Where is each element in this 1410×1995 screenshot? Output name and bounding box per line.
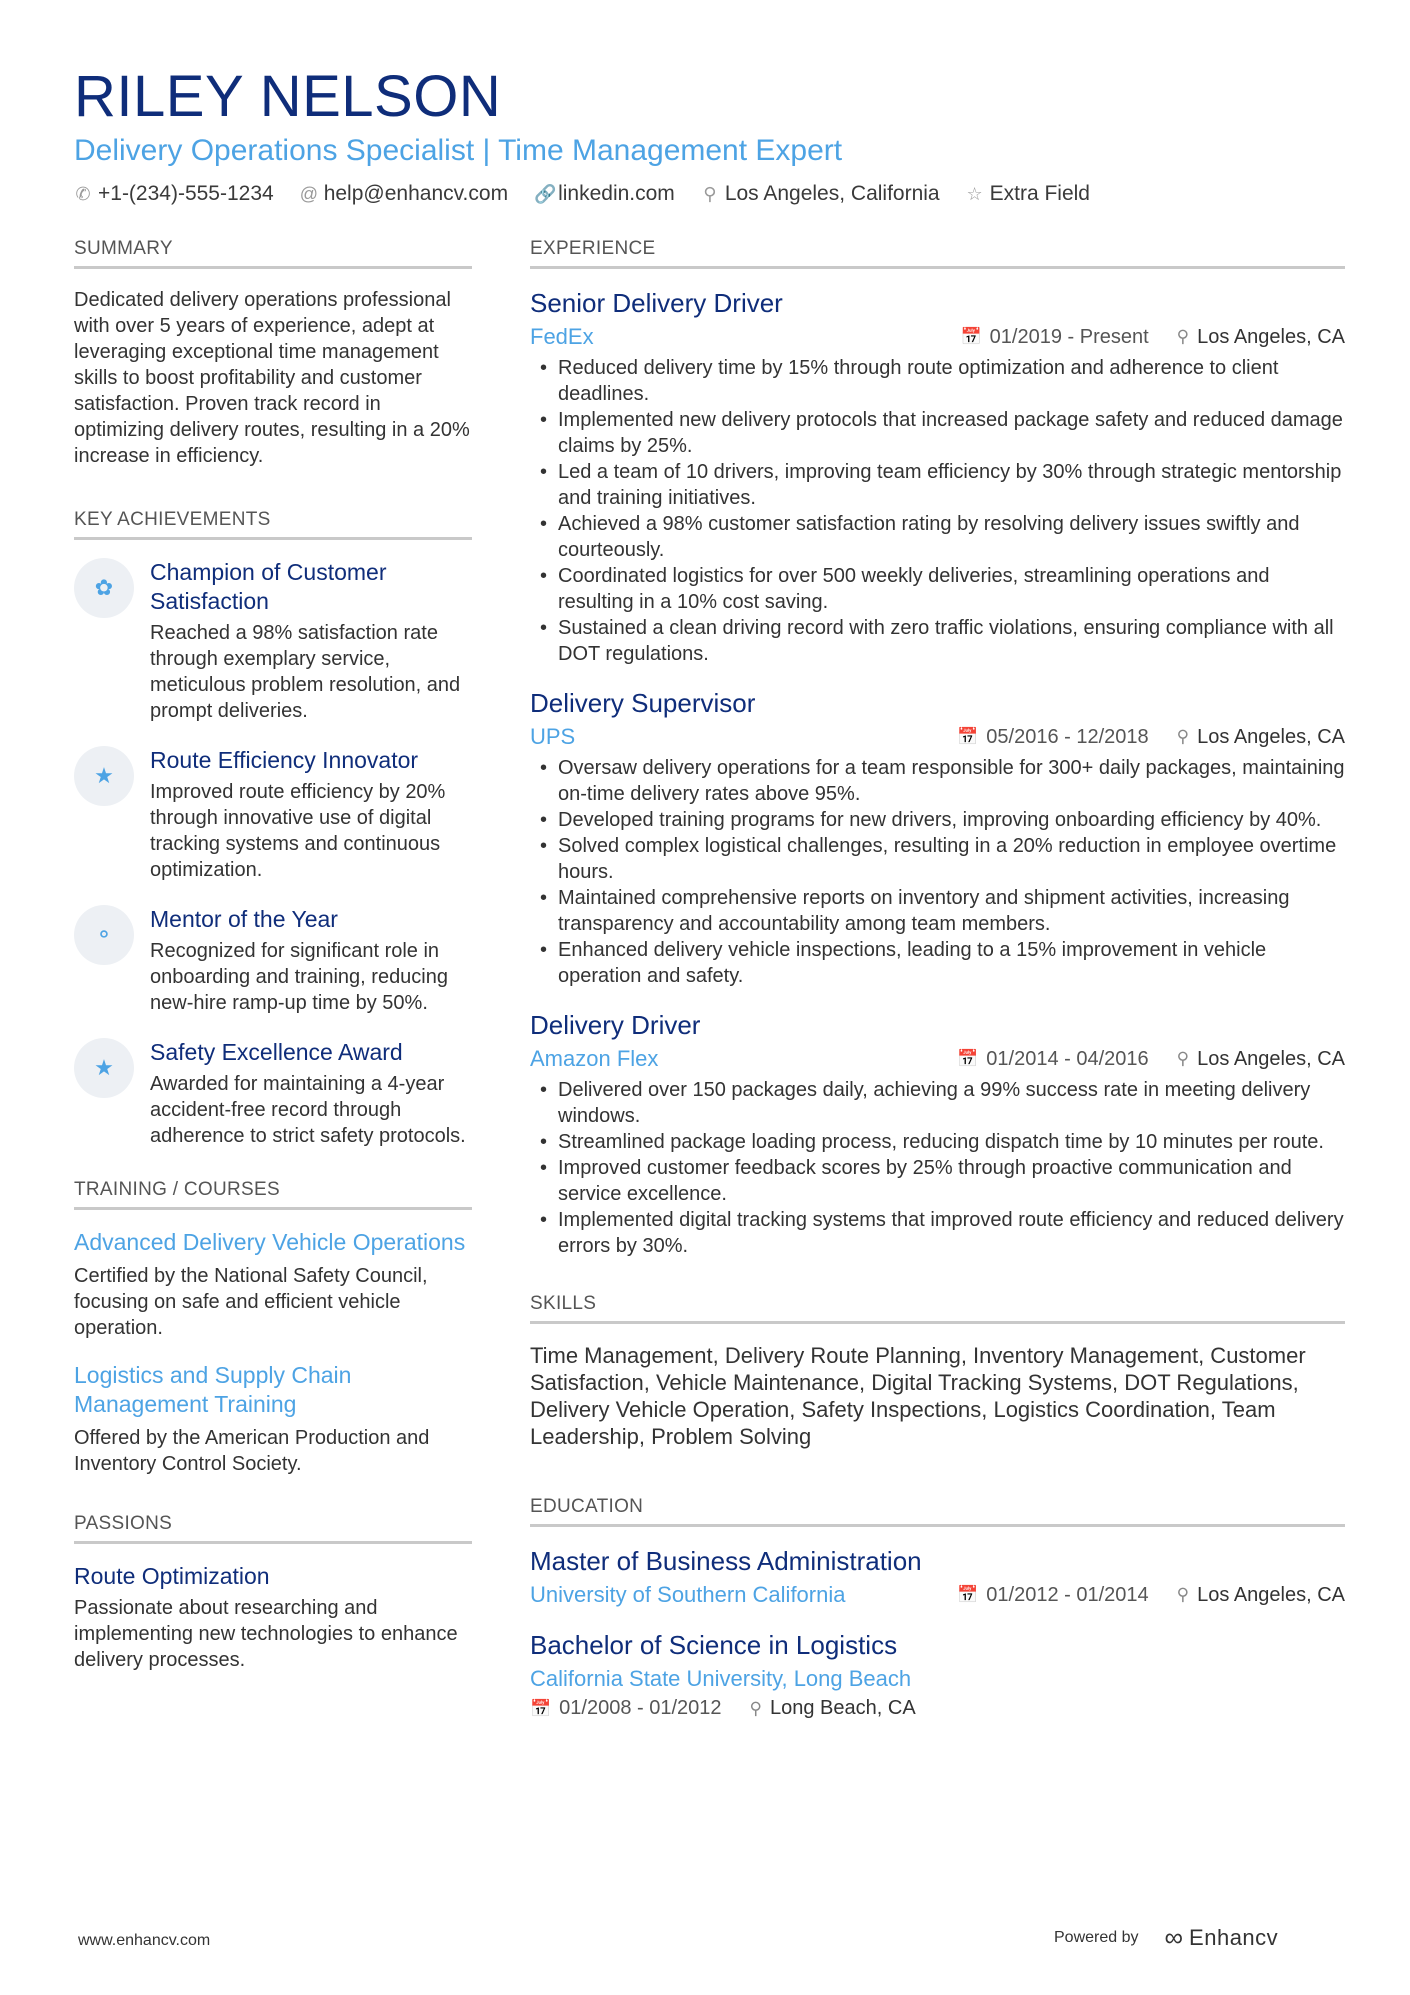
list-item: • Implemented new delivery protocols that increased package safety and reduced damage claims by 25%.	[530, 407, 1345, 459]
company-name: UPS	[530, 724, 576, 749]
summary-text: Dedicated delivery operations professional with over 5 years of experience, adept at leveraging exceptional time management skills to boost profitability and customer satisfaction. Proven track record in optimizing delivery routes, resulting in a 20% increase in efficiency.	[74, 289, 470, 467]
edu-dates-text: 01/2012 - 01/2014	[986, 1583, 1149, 1606]
course-item	[74, 1228, 472, 1341]
edu-location	[750, 1697, 916, 1720]
edu-dates-text: 01/2008 - 01/2012	[559, 1697, 722, 1719]
achievement-title: Safety Excellence Award	[150, 1039, 403, 1065]
summary-section	[74, 238, 472, 469]
school-name: California State University, Long Beach	[530, 1666, 912, 1691]
contact-extra	[966, 182, 1090, 206]
job-bullets	[530, 755, 1345, 989]
list-item: • Reduced delivery time by 15% through route optimization and adherence to client deadlines.	[530, 355, 1345, 407]
job-location	[1177, 1048, 1345, 1071]
contact-location-text: Los Angeles, California	[724, 182, 940, 205]
achievement-desc: Improved route efficiency by 20% through innovative use of digital tracking systems and continuous optimization.	[150, 781, 446, 881]
location-icon: ⚲	[1176, 727, 1190, 746]
section-heading: SKILLS	[530, 1293, 1345, 1324]
company-name: FedEx	[530, 324, 594, 349]
star-icon: ★	[74, 1038, 134, 1098]
job-dates-text: 01/2014 - 04/2016	[986, 1047, 1149, 1070]
training-section	[74, 1179, 472, 1477]
school-name: University of Southern California	[530, 1582, 846, 1607]
calendar-icon: 📅	[960, 327, 982, 346]
section-heading: EXPERIENCE	[530, 238, 1345, 269]
section-heading: KEY ACHIEVEMENTS	[74, 509, 472, 540]
calendar-icon: 📅	[957, 1585, 979, 1604]
resume-header	[74, 64, 1344, 206]
education-section	[530, 1496, 1345, 1720]
job-location-text: Los Angeles, CA	[1197, 325, 1345, 348]
job-dates	[957, 726, 1149, 749]
education-entry	[530, 1629, 1345, 1720]
education-entry	[530, 1545, 1345, 1609]
contact-phone-text: +1-(234)-555-1234	[98, 182, 274, 205]
passion-title: Route Optimization	[74, 1563, 270, 1589]
contact-email[interactable]	[300, 182, 508, 206]
right-column	[530, 238, 1345, 1740]
left-column	[74, 238, 472, 1673]
enhancv-logo-icon: ∞	[1164, 1922, 1182, 1952]
achievement-desc: Awarded for maintaining a 4-year accident-free record through adherence to strict safety protocols.	[150, 1073, 466, 1147]
list-item: • Oversaw delivery operations for a team responsible for 300+ daily packages, maintaining on-time delivery rates above 95%.	[530, 755, 1345, 807]
job-title: Delivery Supervisor	[530, 688, 756, 718]
list-item: • Enhanced delivery vehicle inspections, leading to a 15% improvement in vehicle operation and safety.	[530, 937, 1345, 989]
location-icon: ⚲	[1176, 1049, 1190, 1068]
course-item	[74, 1361, 472, 1477]
job-dates	[957, 1048, 1149, 1071]
contact-bar	[74, 182, 1344, 206]
section-heading: TRAINING / COURSES	[74, 1179, 472, 1210]
edu-dates	[530, 1697, 722, 1720]
location-icon: ⚲	[1176, 327, 1190, 346]
achievement-item	[74, 558, 472, 724]
location-icon: ⚲	[749, 1698, 762, 1718]
list-item: • Maintained comprehensive reports on inventory and shipment activities, increasing transparency and accountability among team members.	[530, 885, 1345, 937]
job-entry	[530, 287, 1345, 667]
star-icon: ☆	[966, 183, 983, 204]
achievement-item	[74, 746, 472, 883]
powered-by-label: Powered by	[1054, 1928, 1139, 1946]
lightbulb-icon: ⚬	[74, 905, 134, 965]
job-dates-text: 05/2016 - 12/2018	[986, 725, 1149, 748]
skills-section	[530, 1293, 1345, 1450]
edu-location	[1177, 1584, 1345, 1607]
job-bullets	[530, 355, 1345, 667]
job-title: Senior Delivery Driver	[530, 288, 783, 318]
achievement-desc: Reached a 98% satisfaction rate through exemplary service, meticulous problem resolution, and prompt deliveries.	[150, 622, 461, 722]
job-location	[1177, 726, 1345, 749]
section-heading: PASSIONS	[74, 1513, 472, 1544]
calendar-icon: 📅	[957, 1049, 979, 1068]
job-location-text: Los Angeles, CA	[1197, 725, 1345, 748]
achievement-item	[74, 905, 472, 1016]
contact-phone[interactable]	[74, 182, 274, 206]
course-title: Logistics and Supply Chain Management Training	[74, 1362, 352, 1417]
calendar-icon: 📅	[530, 1698, 552, 1718]
footer-branding	[1054, 1922, 1278, 1953]
location-icon: ⚲	[703, 183, 717, 204]
section-heading: SUMMARY	[74, 238, 472, 269]
star-icon: ★	[74, 746, 134, 806]
calendar-icon: 📅	[957, 727, 979, 746]
edu-dates	[957, 1584, 1149, 1607]
edu-location-text: Los Angeles, CA	[1197, 1583, 1345, 1606]
passion-item	[74, 1562, 472, 1673]
section-heading: EDUCATION	[530, 1496, 1345, 1527]
list-item: • Led a team of 10 drivers, improving team efficiency by 30% through strategic mentorship and training initiatives.	[530, 459, 1345, 511]
list-item: • Coordinated logistics for over 500 weekly deliveries, streamlining operations and resulting in a 10% cost saving.	[530, 563, 1345, 615]
ribbon-icon: ✿	[74, 558, 134, 618]
footer-website[interactable]: www.enhancv.com	[78, 1932, 211, 1949]
job-entry	[530, 1009, 1345, 1259]
candidate-name: RILEY NELSON	[74, 64, 502, 129]
job-title: Delivery Driver	[530, 1010, 701, 1040]
achievement-item	[74, 1038, 472, 1149]
phone-icon: ✆	[75, 183, 91, 204]
degree-title: Bachelor of Science in Logistics	[530, 1630, 898, 1660]
achievement-desc: Recognized for significant role in onboarding and training, reducing new-hire ramp-up time by 50%.	[150, 940, 448, 1014]
course-desc: Offered by the American Production and Inventory Control Society.	[74, 1427, 430, 1475]
achievement-title: Route Efficiency Innovator	[150, 747, 419, 773]
achievement-title: Mentor of the Year	[150, 906, 338, 932]
candidate-title: Delivery Operations Specialist | Time Management Expert	[74, 134, 843, 167]
skills-text: Time Management, Delivery Route Planning, Inventory Management, Customer Satisfaction, Vehicle Maintenance, Digital Tracking Systems, DOT Regulations, Delivery Vehicle Operation, Safety Inspections, Logistics Coordination, Team Leadership, Problem Solving	[530, 1343, 1306, 1449]
location-icon: ⚲	[1176, 1585, 1190, 1604]
link-icon: 🔗	[534, 183, 557, 204]
course-title: Advanced Delivery Vehicle Operations	[74, 1229, 466, 1255]
course-desc: Certified by the National Safety Council, focusing on safe and efficient vehicle operation.	[74, 1265, 428, 1339]
list-item: • Achieved a 98% customer satisfaction rating by resolving delivery issues swiftly and courteously.	[530, 511, 1345, 563]
contact-linkedin-text: linkedin.com	[558, 182, 675, 205]
experience-section	[530, 238, 1345, 1259]
brand-name: Enhancv	[1189, 1924, 1279, 1950]
contact-email-text: help@enhancv.com	[323, 182, 509, 205]
passion-desc: Passionate about researching and implementing new technologies to enhance delivery processes.	[74, 1597, 458, 1671]
list-item: • Developed training programs for new drivers, improving onboarding efficiency by 40%.	[530, 807, 1345, 833]
edu-location-text: Long Beach, CA	[770, 1697, 916, 1719]
company-name: Amazon Flex	[530, 1046, 659, 1071]
at-icon: @	[299, 183, 318, 204]
list-item: • Streamlined package loading process, reducing dispatch time by 10 minutes per route.	[530, 1129, 1345, 1155]
job-dates-text: 01/2019 - Present	[989, 325, 1149, 348]
list-item: • Implemented digital tracking systems that improved route efficiency and reduced delivery errors by 30%.	[530, 1207, 1345, 1259]
list-item: • Delivered over 150 packages daily, achieving a 99% success rate in meeting delivery windows.	[530, 1077, 1345, 1129]
job-bullets	[530, 1077, 1345, 1259]
list-item: • Sustained a clean driving record with zero traffic violations, ensuring compliance with all DOT regulations.	[530, 615, 1345, 667]
achievement-title: Champion of Customer Satisfaction	[150, 559, 387, 614]
job-entry	[530, 687, 1345, 989]
job-location-text: Los Angeles, CA	[1197, 1047, 1345, 1070]
contact-extra-text: Extra Field	[989, 182, 1090, 205]
job-location	[1177, 326, 1345, 349]
job-dates	[961, 326, 1149, 349]
achievements-section	[74, 509, 472, 1149]
list-item: • Improved customer feedback scores by 25% through proactive communication and service excellence.	[530, 1155, 1345, 1207]
contact-location	[701, 182, 940, 206]
degree-title: Master of Business Administration	[530, 1546, 922, 1576]
list-item: • Solved complex logistical challenges, resulting in a 20% reduction in employee overtime hours.	[530, 833, 1345, 885]
contact-linkedin[interactable]	[534, 182, 675, 206]
passions-section	[74, 1513, 472, 1673]
